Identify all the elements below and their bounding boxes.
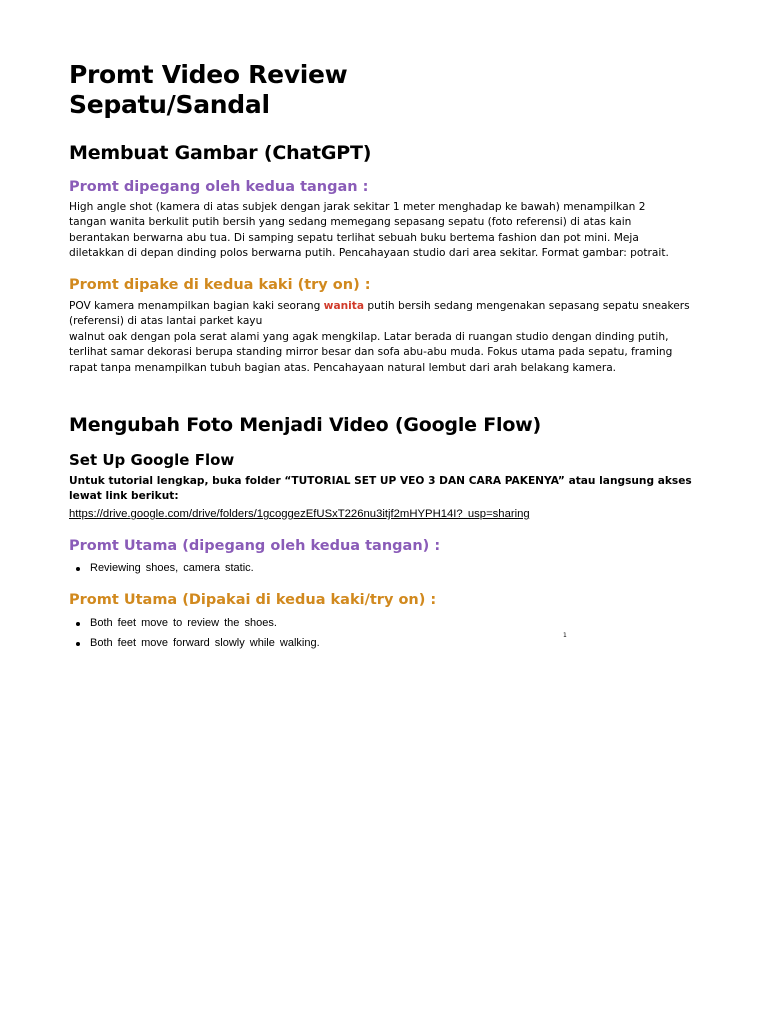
text-line: terlihat samar dekorasi berupa standing mirror besar dan sofa abu-abu muda. Fokus utama pada sepatu, framing — [69, 346, 673, 359]
bullet-icon — [76, 567, 80, 571]
text-segment: putih bersih sedang mengenakan sepasang sepatu sneakers — [364, 300, 690, 312]
google-drive-link[interactable]: https://drive.google.com/drive/folders/1gcoggezEfUSxT226nu3itjf2mHYPH14I? usp=sharing — [69, 508, 530, 520]
bullet-list-promt1 — [76, 561, 254, 575]
title-line-1: Promt Video Review — [69, 60, 348, 89]
text-line: (referensi) di atas lantai parket kayu — [69, 315, 263, 328]
text-segment: POV kamera menampilkan bagian kaki seorang — [69, 300, 324, 312]
text-line: walnut oak dengan pola serat alami yang agak mengkilap. Latar berada di ruangan studio dengan dinding putih, — [69, 330, 669, 343]
text-line: berantakan berwarna abu tua. Di samping sepatu terlihat sebuah buku bertema fashion dan pot mini. Meja — [69, 231, 639, 244]
bullet-icon — [76, 642, 80, 646]
subheading-promt-utama-dipegang: Promt Utama (dipegang oleh kedua tangan) : — [69, 538, 441, 554]
paragraph-setup-instructions — [69, 474, 709, 505]
title-line-2: Sepatu/Sandal — [69, 90, 270, 119]
text-line — [69, 299, 689, 314]
bullet-icon — [76, 622, 80, 626]
list-item — [76, 616, 320, 630]
list-item-text: Reviewing shoes, camera static. — [90, 562, 254, 574]
text-line: rapat tanpa menampilkan tubuh bagian atas. Pencahayaan natural lembut dari arah belakang kamera. — [69, 361, 617, 374]
section-heading-membuat-gambar: Membuat Gambar (ChatGPT) — [69, 142, 372, 164]
section-heading-mengubah-foto: Mengubah Foto Menjadi Video (Google Flow) — [69, 414, 542, 436]
text-line: High angle shot (kamera di atas subjek dengan jarak sekitar 1 meter menghadap ke bawah) menampilkan 2 — [69, 201, 646, 213]
text-line: diletakkan di depan dinding polos berwarna putih. Pencahayaan studio dari area sekitar. Format gambar: potrait. — [69, 247, 669, 260]
subheading-set-up-google-flow: Set Up Google Flow — [69, 451, 235, 469]
subheading-promt-utama-dipakai: Promt Utama (Dipakai di kedua kaki/try on) : — [69, 592, 437, 608]
list-item-text: Both feet move forward slowly while walking. — [90, 637, 320, 649]
paragraph-promt-dipake — [69, 299, 689, 376]
text-line: tangan wanita berkulit putih bersih yang sedang memegang sepasang sepatu (foto referensi) di atas kain — [69, 216, 632, 229]
subheading-promt-dipake: Promt dipake di kedua kaki (try on) : — [69, 277, 371, 293]
list-item — [76, 561, 254, 575]
list-item — [76, 636, 320, 650]
paragraph-promt-dipegang — [69, 200, 689, 262]
bullet-list-promt2 — [76, 616, 320, 650]
list-item-text: Both feet move to review the shoes. — [90, 617, 277, 629]
subheading-promt-dipegang: Promt dipegang oleh kedua tangan : — [69, 179, 369, 195]
text-line: lewat link berikut: — [69, 490, 179, 503]
text-line: Untuk tutorial lengkap, buka folder “TUTORIAL SET UP VEO 3 DAN CARA PAKENYA” atau langsung akses — [69, 475, 692, 487]
document-title — [69, 60, 709, 120]
highlight-word: wanita — [323, 300, 364, 312]
page-number: 1 — [563, 632, 567, 639]
